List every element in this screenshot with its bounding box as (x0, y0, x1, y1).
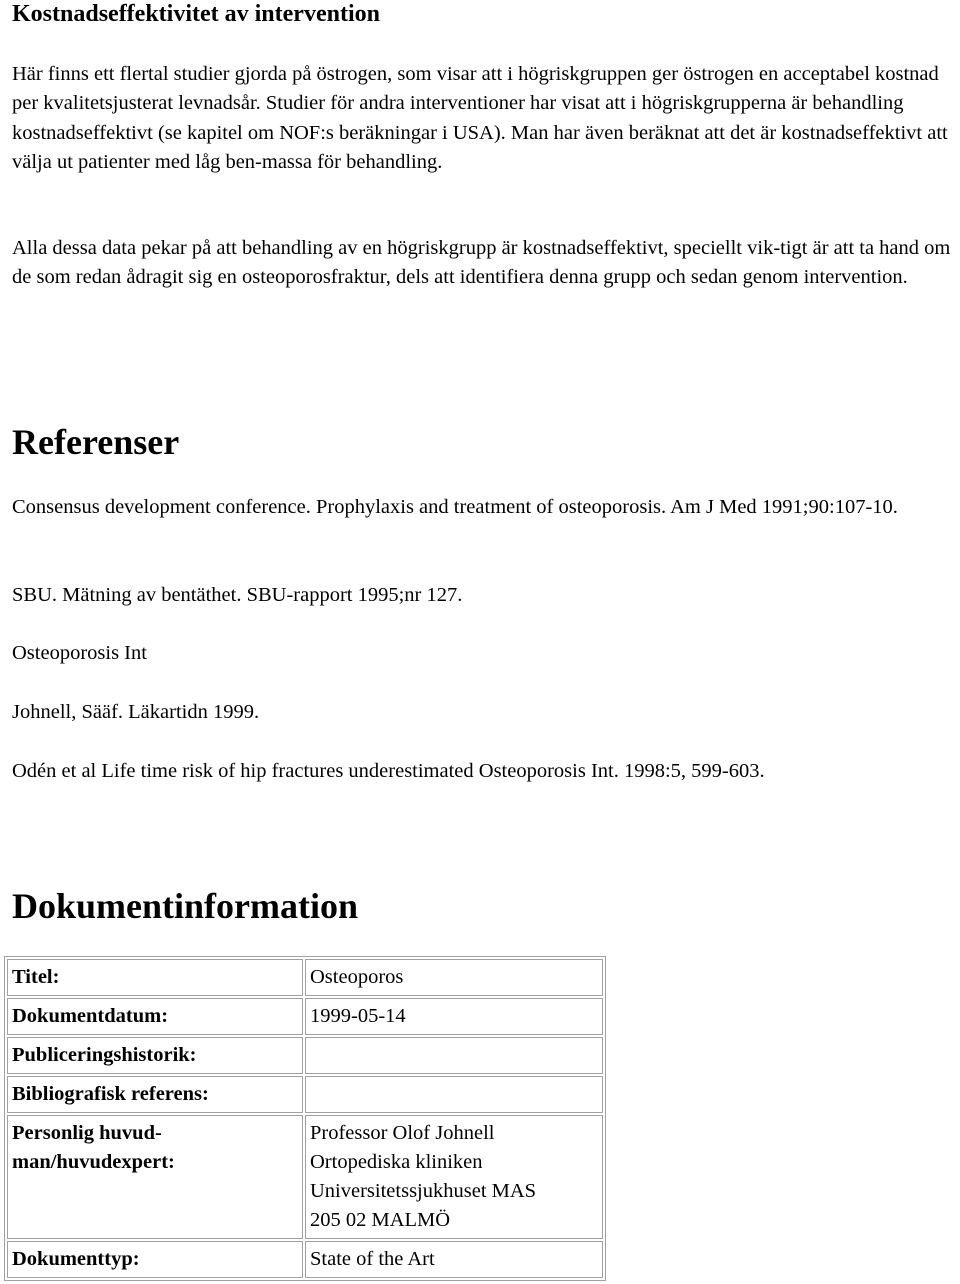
paragraph-estrogen-studies: Här finns ett flertal studier gjorda på östrogen, som visar att i högriskgruppen ger östrogen en acceptabel kostnad per kvalitetsjusterat levnadsår. Studier för andra interventioner har visat att i högriskgrupperna är behandling kostnadseffektivt (se kapitel om NOF:s beräkningar i USA). Man har även beräknat att det är kostnadseffektivt att välja ut patienter med låg ben-massa för behandling. (12, 63, 948, 173)
value-publication-history (305, 1037, 603, 1074)
reference-item-consensus: Consensus development conference. Prophylaxis and treatment of osteoporosis. Am J Med 1991;90:107-10. (12, 496, 898, 518)
paragraph-high-risk-group: Alla dessa data pekar på att behandling av en högriskgrupp är kostnadseffektivt, speciellt vik-tigt är att ta hand om de som redan ådragit sig en osteoporosfraktur, dels att identifiera denna grupp och sedan genom intervention. (12, 237, 951, 289)
references-heading: Referenser (12, 422, 180, 462)
label-title: Titel: (7, 959, 303, 996)
reference-item-sbu: SBU. Mätning av bentäthet. SBU-rapport 1995;nr 127. (12, 584, 463, 606)
value-responsible-expert (305, 1115, 603, 1239)
reference-item-johnell: Johnell, Sääf. Läkartidn 1999. (12, 701, 260, 723)
value-document-type: State of the Art (305, 1241, 603, 1278)
reference-item-osteoporosis-int: Osteoporosis Int (12, 642, 147, 664)
label-publication-history: Publiceringshistorik: (7, 1037, 303, 1074)
label-line: man/huvudexpert: (12, 1151, 175, 1173)
label-document-date: Dokumentdatum: (7, 998, 303, 1035)
label-document-type: Dokumenttyp: (7, 1241, 303, 1278)
value-line: Universitetssjukhuset MAS (310, 1180, 537, 1202)
table-row (7, 1076, 603, 1113)
table-row (7, 998, 603, 1035)
value-title: Osteoporos (305, 959, 603, 996)
value-line: Ortopediska kliniken (310, 1151, 483, 1173)
table-row (7, 959, 603, 996)
table-row (7, 1037, 603, 1074)
label-responsible-expert (7, 1115, 303, 1239)
document-information-table (4, 956, 606, 1281)
value-document-date: 1999-05-14 (305, 998, 603, 1035)
value-bibliographic-reference (305, 1076, 603, 1113)
document-information-heading: Dokumentinformation (12, 886, 359, 926)
section-title-cost-effectiveness: Kostnadseffektivitet av intervention (12, 1, 380, 27)
reference-item-oden: Odén et al Life time risk of hip fractures underestimated Osteoporosis Int. 1998:5, 599-603. (12, 760, 765, 782)
table-row (7, 1115, 603, 1239)
label-line: Personlig huvud- (12, 1122, 162, 1144)
label-bibliographic-reference: Bibliografisk referens: (7, 1076, 303, 1113)
table-row (7, 1241, 603, 1278)
value-line: 205 02 MALMÖ (310, 1209, 451, 1231)
value-line: Professor Olof Johnell (310, 1122, 495, 1144)
